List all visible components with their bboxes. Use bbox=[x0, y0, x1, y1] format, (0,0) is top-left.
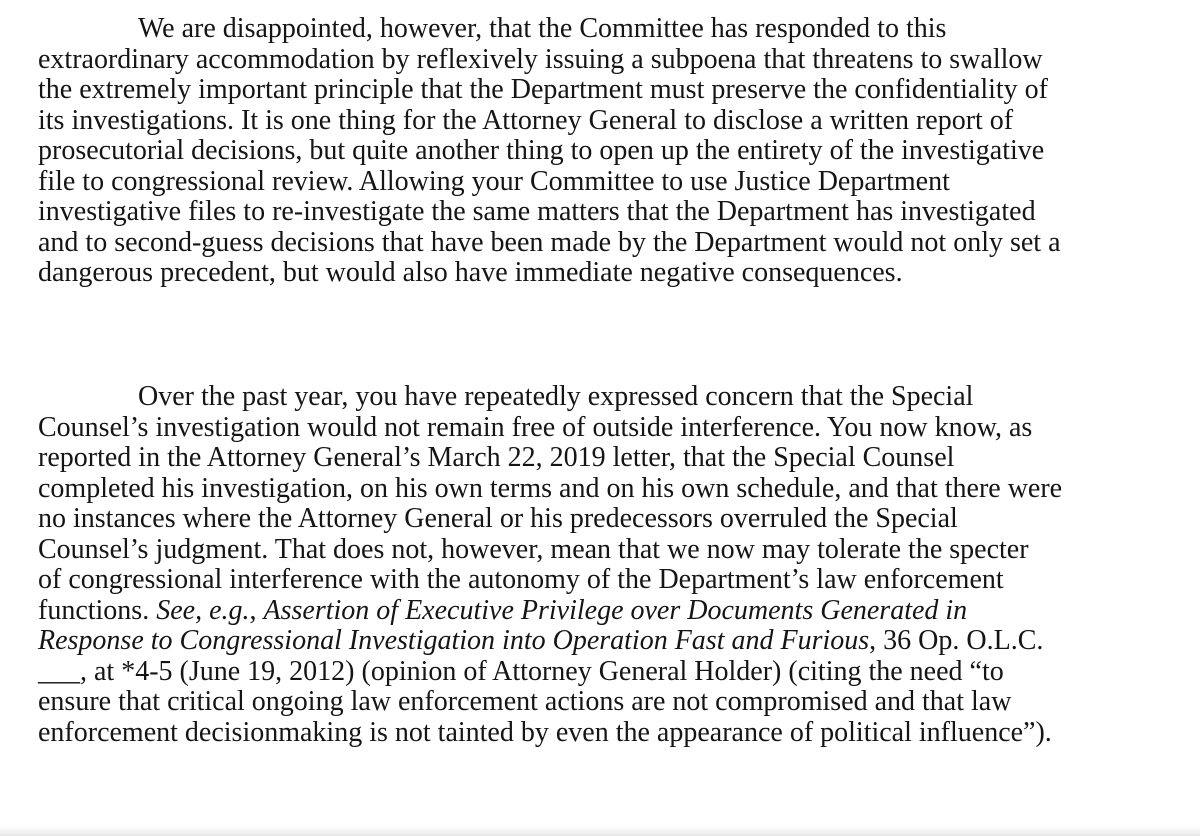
text-line: investigative files to re-investigate the same matters that the Department has investigated bbox=[38, 196, 1036, 227]
text-line: ensure that critical ongoing law enforcement actions are not compromised and that law bbox=[38, 686, 1012, 717]
citation-title-part-1: Assertion of Executive Privilege over Documents Generated in bbox=[263, 594, 968, 626]
citation-line bbox=[38, 626, 1198, 657]
text-line: and to second-guess decisions that have been made by the Department would not only set a bbox=[38, 226, 1061, 258]
paragraph-2 bbox=[38, 382, 1198, 748]
citation-line bbox=[38, 596, 1198, 627]
text-line: Over the past year, you have repeatedly expressed concern that the Special bbox=[138, 381, 974, 412]
text-line: Counsel’s investigation would not remain free of outside interference. You now know, as bbox=[38, 411, 1033, 443]
text-line: Counsel’s judgment. That does not, however, mean that we now may tolerate the specter bbox=[38, 533, 1029, 565]
text-line: We are disappointed, however, that the Committee has responded to this bbox=[138, 13, 947, 44]
text-line: dangerous precedent, but would also have immediate negative consequences. bbox=[38, 257, 903, 288]
text-line: extraordinary accommodation by reflexively issuing a subpoena that threatens to swallow bbox=[38, 43, 1043, 75]
text-line: its investigations. It is one thing for the Attorney General to disclose a written report of bbox=[38, 104, 1014, 136]
text-line: file to congressional review. Allowing your Committee to use Justice Department bbox=[38, 165, 950, 197]
citation-signal: See, e.g. bbox=[156, 594, 250, 626]
text-line: no instances where the Attorney General or his predecessors overruled the Special bbox=[38, 503, 958, 534]
text-line: ___, at *4-5 (June 19, 2012) (opinion of Attorney General Holder) (citing the need “to bbox=[38, 655, 1004, 687]
text-line: of congressional interference with the autonomy of the Department’s law enforcement bbox=[38, 564, 1004, 595]
text-line: reported in the Attorney General’s March 22, 2019 letter, that the Special Counsel bbox=[38, 442, 955, 473]
citation-title-part-2: Response to Congressional Investigation into Operation Fast and Furious bbox=[38, 625, 870, 656]
text-line: prosecutorial decisions, but quite another thing to open up the entirety of the investigative bbox=[38, 135, 1045, 166]
text-line: completed his investigation, on his own terms and on his own schedule, and that there were bbox=[38, 472, 1063, 504]
paragraph-1 bbox=[38, 14, 1198, 289]
text-line: the extremely important principle that the Department must preserve the confidentiality of bbox=[38, 74, 1048, 105]
text-line: enforcement decisionmaking is not tainted by even the appearance of political influence”). bbox=[38, 716, 1052, 748]
citation-reporter: , 36 Op. O.L.C. bbox=[869, 625, 1044, 656]
citation-lead-text: functions. bbox=[38, 594, 157, 626]
page-cutoff-shadow bbox=[0, 826, 1200, 836]
citation-comma: , bbox=[249, 594, 264, 626]
